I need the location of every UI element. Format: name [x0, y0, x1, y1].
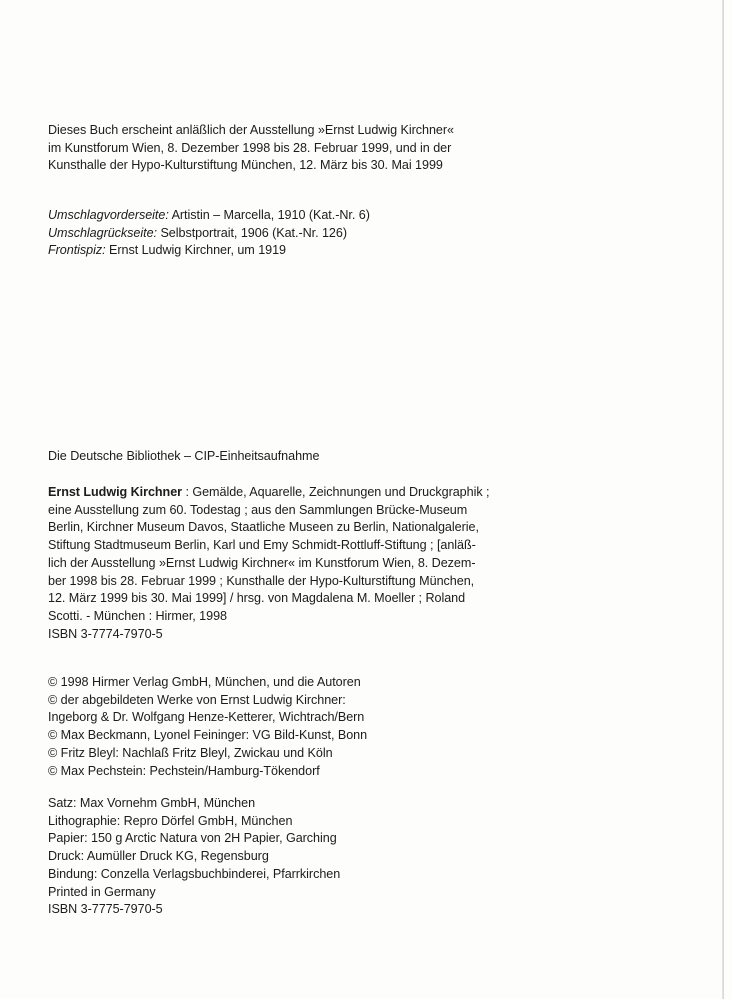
cip-title: Ernst Ludwig Kirchner — [48, 485, 182, 499]
production-isbn: ISBN 3-7775-7970-5 — [48, 902, 163, 917]
cover-back-text: Selbstportrait, 1906 (Kat.-Nr. 126) — [160, 225, 347, 240]
cip-line-3: Berlin, Kirchner Museum Davos, Staatliche Museen zu Berlin, Nationalgalerie, — [48, 520, 479, 535]
cover-credit-frontispiece — [48, 242, 528, 260]
exhibition-note — [48, 122, 528, 175]
cover-credit-front — [48, 207, 528, 225]
production-satz: Satz: Max Vornehm GmbH, München — [48, 796, 256, 810]
cip-entry — [48, 484, 528, 643]
cip-line-6: ber 1998 bis 28. Februar 1999 ; Kunsthalle der Hypo-Kulturstiftung München, — [48, 573, 475, 588]
cip-line-5: lich der Ausstellung »Ernst Ludwig Kirchner« im Kunstforum Wien, 8. Dezem- — [48, 555, 476, 570]
copyright-line-5: © Fritz Bleyl: Nachlaß Fritz Bleyl, Zwickau und Köln — [48, 745, 333, 760]
exhibition-line-3: Kunsthalle der Hypo-Kulturstiftung München, 12. März bis 30. Mai 1999 — [48, 158, 443, 173]
cip-line-7: 12. März 1999 bis 30. Mai 1999] / hrsg. von Magdalena M. Moeller ; Roland — [48, 591, 466, 606]
production-lithographie: Lithographie: Repro Dörfel GmbH, München — [48, 813, 293, 828]
cip-heading: Die Deutsche Bibliothek – CIP-Einheitsaufnahme — [48, 449, 320, 463]
copyright-line-4: © Max Beckmann, Lyonel Feininger: VG Bild-Kunst, Bonn — [48, 728, 368, 743]
exhibition-line-1: Dieses Buch erscheint anläßlich der Ausstellung »Ernst Ludwig Kirchner« — [48, 123, 454, 137]
production-druck: Druck: Aumüller Druck KG, Regensburg — [48, 849, 269, 864]
copyright-line-3: Ingeborg & Dr. Wolfgang Henze-Ketterer, Wichtrach/Bern — [48, 710, 365, 725]
cip-line-1-rest: : Gemälde, Aquarelle, Zeichnungen und Druckgraphik ; — [182, 485, 490, 499]
cip-isbn: ISBN 3-7774-7970-5 — [48, 626, 163, 641]
copyright-line-1: © 1998 Hirmer Verlag GmbH, München, und die Autoren — [48, 675, 361, 689]
page-edge-shadow — [722, 0, 724, 999]
production-block — [48, 795, 528, 919]
cover-back-label: Umschlagrückseite: — [48, 225, 157, 240]
copyright-line-6: © Max Pechstein: Pechstein/Hamburg-Tökendorf — [48, 763, 320, 778]
cover-credits — [48, 207, 528, 260]
copyright-line-2: © der abgebildeten Werke von Ernst Ludwig Kirchner: — [48, 692, 346, 707]
cover-front-text: Artistin – Marcella, 1910 (Kat.-Nr. 6) — [171, 208, 370, 222]
cover-front-label: Umschlagvorderseite: — [48, 208, 169, 222]
cip-line-1 — [48, 484, 528, 502]
frontispiece-text: Ernst Ludwig Kirchner, um 1919 — [109, 243, 287, 258]
cover-credit-back — [48, 225, 528, 243]
exhibition-line-2: im Kunstforum Wien, 8. Dezember 1998 bis 28. Februar 1999, und in der — [48, 140, 452, 155]
cip-heading-block — [48, 448, 528, 466]
frontispiece-label: Frontispiz: — [48, 243, 106, 258]
cip-line-2: eine Ausstellung zum 60. Todestag ; aus den Sammlungen Brücke-Museum — [48, 502, 468, 517]
production-printed: Printed in Germany — [48, 884, 156, 899]
production-papier: Papier: 150 g Arctic Natura von 2H Papier, Garching — [48, 831, 337, 846]
cip-line-4: Stiftung Stadtmuseum Berlin, Karl und Emy Schmidt-Rottluff-Stiftung ; [anläß- — [48, 538, 476, 553]
copyright-block — [48, 674, 528, 780]
cip-line-8: Scotti. - München : Hirmer, 1998 — [48, 608, 227, 623]
production-bindung: Bindung: Conzella Verlagsbuchbinderei, Pfarrkirchen — [48, 866, 341, 881]
